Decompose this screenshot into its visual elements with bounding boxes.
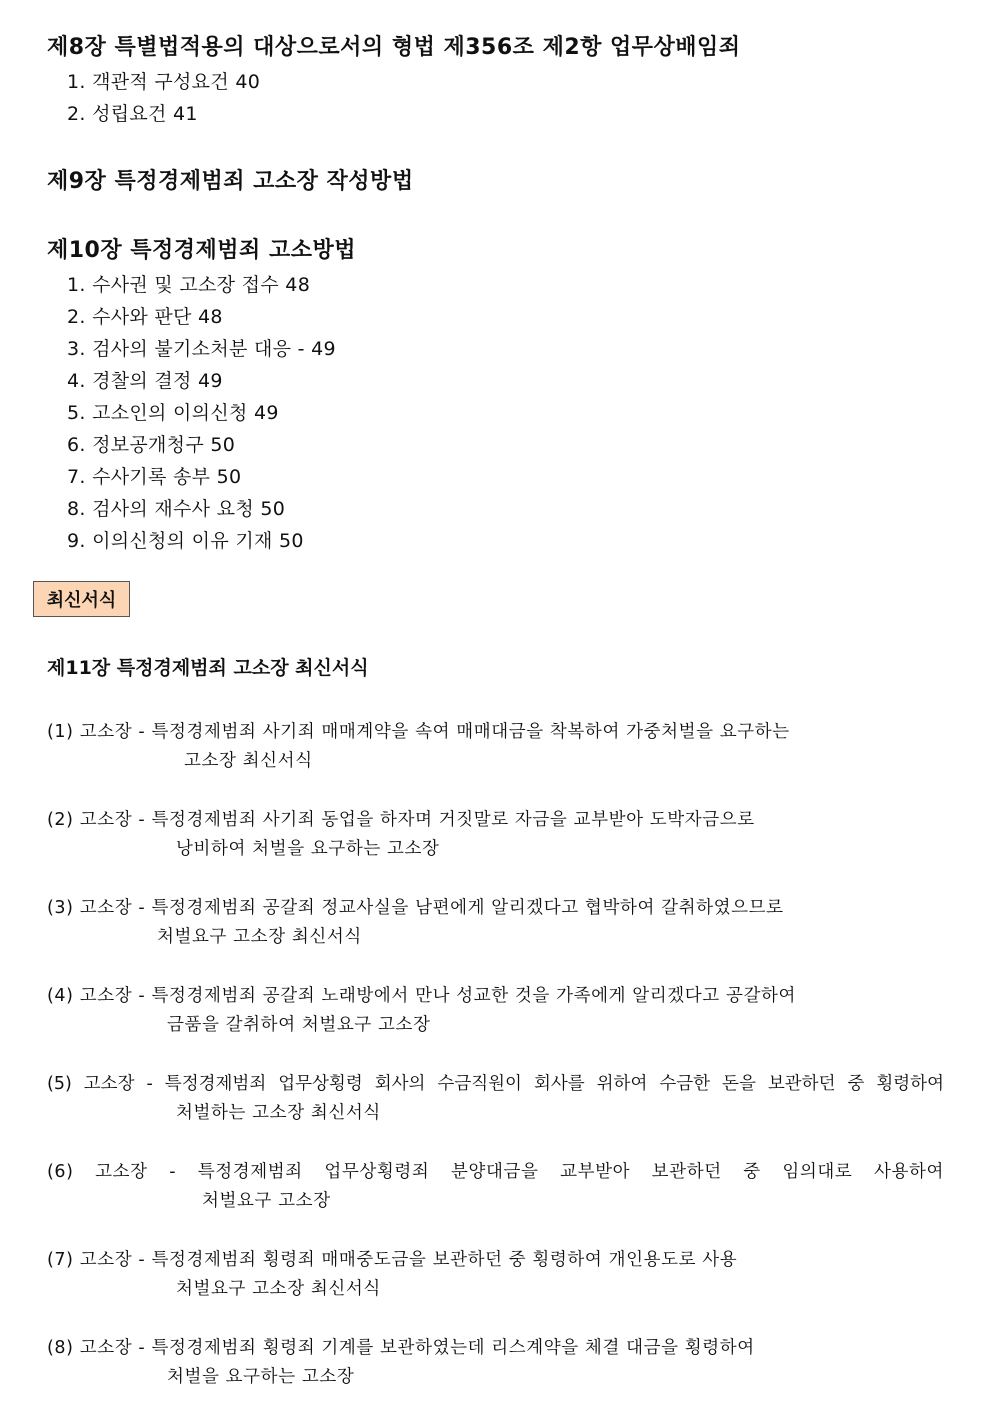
- chapter-10-item-1: 1. 수사권 및 고소장 접수 48: [67, 274, 311, 296]
- chapter-10-item-9: 9. 이의신청의 이유 기재 50: [67, 530, 304, 552]
- form-7-line-1: (7) 고소장 - 특정경제범죄 횡령죄 매매중도금을 보관하던 중 횡령하여 개인용도로 사용: [47, 1250, 738, 1270]
- chapter-10-item-6: 6. 정보공개청구 50: [67, 434, 236, 456]
- chapter-10-item-2: 2. 수사와 판단 48: [67, 306, 223, 328]
- chapter-9-title: 제9장 특정경제범죄 고소장 작성방법: [47, 169, 414, 194]
- chapter-10-item-7: 7. 수사기록 송부 50: [67, 466, 242, 488]
- form-1-line-1: (1) 고소장 - 특정경제범죄 사기죄 매매계약을 속여 매매대금을 착복하여 가중처벌을 요구하는: [47, 722, 790, 742]
- form-6-line-2: 처벌요구 고소장: [202, 1191, 331, 1211]
- form-1-line-2: 고소장 최신서식: [184, 751, 313, 771]
- chapter-10-title: 제10장 특정경제범죄 고소방법: [47, 238, 356, 263]
- chapter-8-title: 제8장 특별법적용의 대상으로서의 형법 제356조 제2항 업무상배임죄: [47, 35, 741, 60]
- form-4-line-2: 금품을 갈취하여 처벌요구 고소장: [167, 1015, 431, 1035]
- chapter-10-item-8: 8. 검사의 재수사 요청 50: [67, 498, 286, 520]
- chapter-11-title: 제11장 특정경제범죄 고소장 최신서식: [47, 657, 369, 679]
- form-4-line-1: (4) 고소장 - 특정경제범죄 공갈죄 노래방에서 만나 성교한 것을 가족에게 알리겠다고 공갈하여: [47, 986, 796, 1006]
- form-3-line-2: 처벌요구 고소장 최신서식: [157, 927, 362, 947]
- form-7-line-2: 처벌요구 고소장 최신서식: [176, 1279, 381, 1299]
- form-6-line-1: (6) 고소장 - 특정경제범죄 업무상횡령죄 분양대금을 교부받아 보관하던 중 임의대로 사용하여: [47, 1162, 944, 1182]
- form-2-line-1: (2) 고소장 - 특정경제범죄 사기죄 동업을 하자며 거짓말로 자금을 교부받아 도박자금으로: [47, 810, 755, 830]
- chapter-10-item-5: 5. 고소인의 이의신청 49: [67, 402, 279, 424]
- chapter-10-item-4: 4. 경찰의 결정 49: [67, 370, 223, 392]
- chapter-8-item-1: 1. 객관적 구성요건 40: [67, 71, 261, 93]
- form-5-line-2: 처벌하는 고소장 최신서식: [176, 1103, 381, 1123]
- form-8-line-1: (8) 고소장 - 특정경제범죄 횡령죄 기계를 보관하였는데 리스계약을 체결 대금을 횡령하여: [47, 1338, 755, 1358]
- form-2-line-2: 낭비하여 처벌을 요구하는 고소장: [176, 839, 440, 859]
- chapter-10-item-3: 3. 검사의 불기소처분 대응 - 49: [67, 338, 336, 360]
- form-5-line-1: (5) 고소장 - 특정경제범죄 업무상횡령 회사의 수금직원이 회사를 위하여 수금한 돈을 보관하던 중 횡령하여: [47, 1074, 944, 1094]
- chapter-8-item-2: 2. 성립요건 41: [67, 103, 198, 125]
- latest-forms-badge: 최신서식: [33, 581, 130, 617]
- form-8-line-2: 처벌을 요구하는 고소장: [167, 1367, 355, 1387]
- form-3-line-1: (3) 고소장 - 특정경제범죄 공갈죄 정교사실을 남편에게 알리겠다고 협박하여 갈취하였으므로: [47, 898, 784, 918]
